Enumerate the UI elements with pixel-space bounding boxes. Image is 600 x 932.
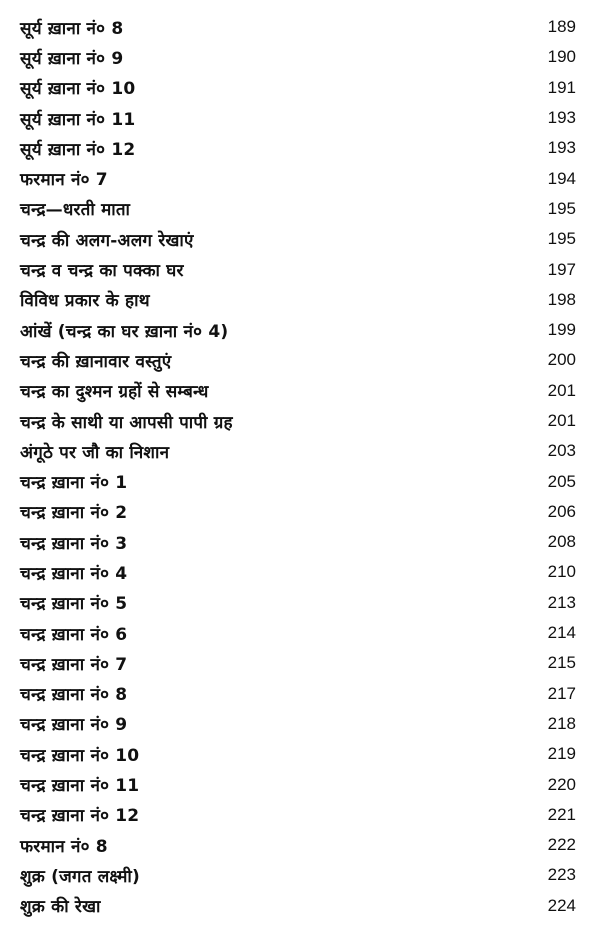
toc-entry-title: शुक्र (जगत लक्ष्मी) <box>20 866 140 887</box>
toc-entry-page: 193 <box>547 108 576 128</box>
toc-entry <box>20 133 576 163</box>
toc-entry-page: 224 <box>547 895 576 915</box>
toc-entry-page: 215 <box>547 653 576 673</box>
toc-entry-title: चन्द्र ख़ाना नं० 7 <box>20 654 128 675</box>
toc-entry-page: 210 <box>547 562 576 582</box>
toc-entry <box>20 285 576 315</box>
toc-entry <box>20 12 576 42</box>
toc-entry <box>20 588 576 618</box>
toc-entry-page: 193 <box>547 138 576 158</box>
toc-entry-page: 203 <box>547 441 576 461</box>
toc-entry-page: 219 <box>547 744 576 764</box>
toc-entry <box>20 436 576 466</box>
toc-entry-page: 214 <box>547 623 576 643</box>
toc-entry-page: 191 <box>547 77 576 97</box>
toc-entry <box>20 254 576 284</box>
toc-entry-page: 200 <box>547 350 576 370</box>
toc-entry-title: विविध प्रकार के हाथ <box>20 291 150 312</box>
toc-entry-page: 223 <box>547 865 576 885</box>
toc-entry-page: 221 <box>547 804 576 824</box>
toc-entry-title: आंखें (चन्द्र का घर ख़ाना नं० 4) <box>20 321 229 342</box>
toc-entry-title: चन्द्र के साथी या आपसी पापी ग्रह <box>20 412 233 433</box>
toc-entry-title: चन्द्र—धरती माता <box>20 200 131 221</box>
toc-entry-page: 199 <box>547 320 576 340</box>
toc-entry-page: 217 <box>547 683 576 703</box>
toc-entry-title: सूर्य ख़ाना नं० 11 <box>20 109 136 130</box>
toc-entry-title: चन्द्र का दुश्मन ग्रहों से सम्बन्ध <box>20 382 209 403</box>
toc-entry <box>20 618 576 648</box>
toc-entry <box>20 466 576 496</box>
toc-entry <box>20 315 576 345</box>
toc-entry-page: 201 <box>547 411 576 430</box>
toc-entry <box>20 224 576 254</box>
toc-entry <box>20 830 576 860</box>
toc-entry <box>20 42 576 72</box>
toc-entry <box>20 709 576 739</box>
toc-entry <box>20 163 576 193</box>
toc-entry <box>20 73 576 103</box>
toc-entry-page: 195 <box>547 229 576 249</box>
toc-entry <box>20 557 576 587</box>
toc-entry-title: चन्द्र ख़ाना नं० 5 <box>20 594 128 615</box>
toc-entry-title: चन्द्र ख़ाना नं० 10 <box>20 745 140 766</box>
toc-entry-title: सूर्य ख़ाना नं० 10 <box>20 79 136 100</box>
toc-entry <box>20 527 576 557</box>
toc-entry-title: चन्द्र ख़ाना नं० 9 <box>20 715 128 736</box>
toc-entry-page: 189 <box>547 17 576 37</box>
toc-entry <box>20 769 576 799</box>
toc-entry-title: चन्द्र ख़ाना नं० 4 <box>20 563 128 584</box>
toc-entry <box>20 194 576 224</box>
toc-entry <box>20 860 576 890</box>
toc-entry-title: सूर्य ख़ाना नं० 8 <box>20 18 124 39</box>
toc-entry-page: 194 <box>547 168 576 188</box>
toc-entry <box>20 891 576 921</box>
toc-entry-title: चन्द्र ख़ाना नं० 2 <box>20 503 128 524</box>
toc-entry-title: चन्द्र ख़ाना नं० 6 <box>20 624 128 645</box>
table-of-contents <box>20 12 576 921</box>
toc-entry-title: शुक्र की रेखा <box>20 897 101 918</box>
toc-entry-page: 206 <box>547 501 576 521</box>
toc-entry-title: अंगूठे पर जौ का निशान <box>20 442 170 463</box>
toc-entry <box>20 497 576 527</box>
toc-entry-page: 222 <box>547 835 576 855</box>
toc-entry-title: चन्द्र ख़ाना नं० 1 <box>20 473 128 494</box>
toc-entry <box>20 406 576 436</box>
toc-entry-page: 198 <box>547 289 576 309</box>
toc-entry-title: फरमान नं० 7 <box>20 170 108 191</box>
toc-entry <box>20 103 576 133</box>
toc-entry <box>20 376 576 406</box>
toc-entry-page: 220 <box>547 774 576 794</box>
toc-entry-page: 205 <box>547 471 576 491</box>
toc-entry-page: 213 <box>547 592 576 612</box>
toc-entry-title: चन्द्र ख़ाना नं० 8 <box>20 685 128 706</box>
toc-entry-title: चन्द्र की ख़ानावार वस्तुएं <box>20 351 172 372</box>
toc-entry-page: 208 <box>547 532 576 552</box>
toc-entry-page: 195 <box>547 198 576 218</box>
toc-entry-page: 190 <box>547 47 576 67</box>
toc-entry-title: सूर्य ख़ाना नं० 12 <box>20 139 136 160</box>
toc-entry <box>20 648 576 678</box>
toc-entry-title: सूर्य ख़ाना नं० 9 <box>20 48 124 69</box>
toc-entry <box>20 345 576 375</box>
toc-entry <box>20 800 576 830</box>
toc-entry <box>20 679 576 709</box>
toc-entry-title: चन्द्र ख़ाना नं० 11 <box>20 776 140 797</box>
toc-entry <box>20 739 576 769</box>
toc-entry-title: चन्द्र ख़ाना नं० 3 <box>20 533 128 554</box>
toc-entry-page: 218 <box>547 713 576 733</box>
toc-entry-page: 197 <box>547 259 576 279</box>
toc-entry-title: फरमान नं० 8 <box>20 836 108 857</box>
toc-entry-title: चन्द्र की अलग-अलग रेखाएं <box>20 230 194 251</box>
toc-entry-title: चन्द्र व चन्द्र का पक्का घर <box>20 261 184 282</box>
toc-entry-page: 201 <box>547 380 576 400</box>
toc-entry-title: चन्द्र ख़ाना नं० 12 <box>20 806 140 827</box>
